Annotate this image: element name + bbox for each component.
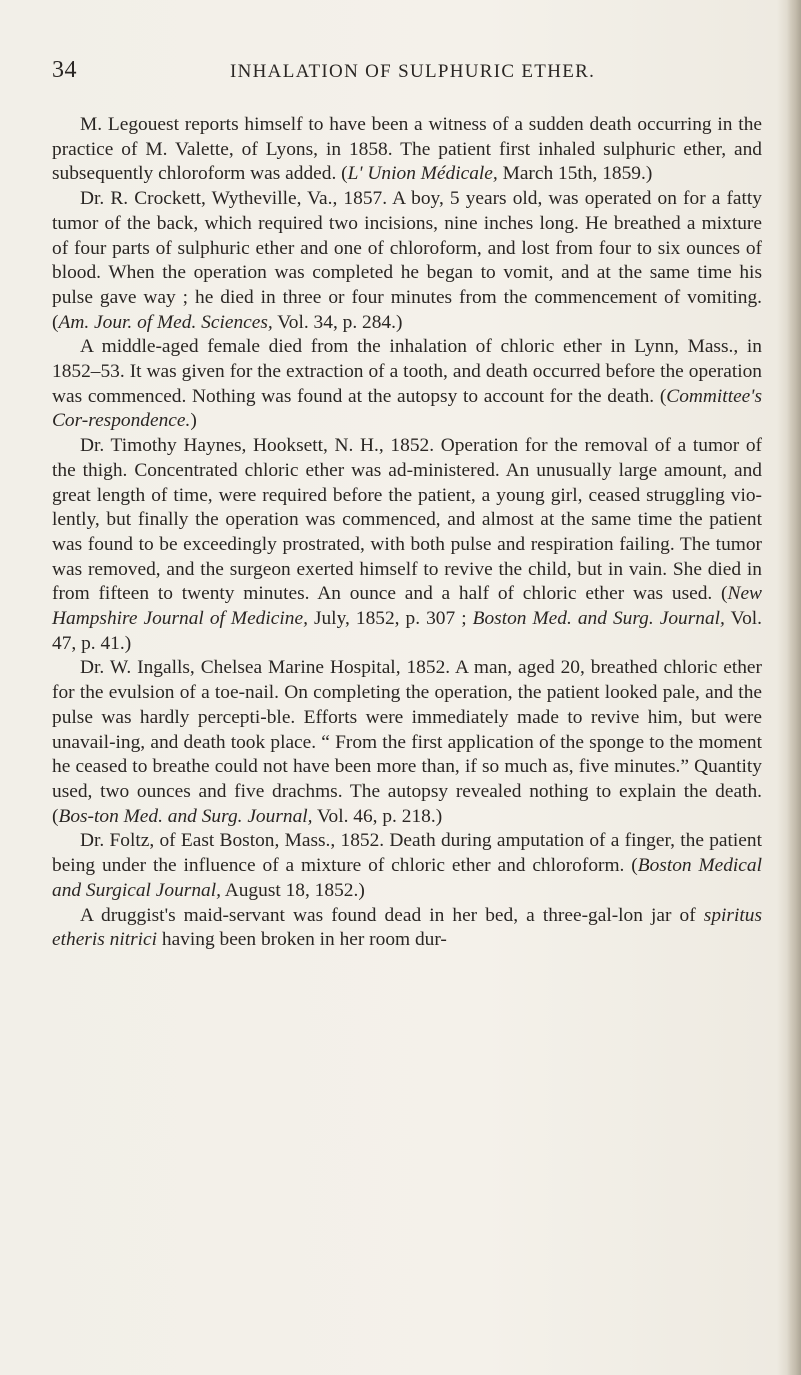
body-text xyxy=(52,113,762,953)
emphasis: spiritus etheris nitrici xyxy=(52,904,762,951)
paragraph-druggist: A druggist's maid-servant was found dead in her bed, a three-gal-lon jar of spiritus etheris nitrici having been broken in her room dur- xyxy=(52,904,762,951)
citation: Bos-ton Med. and Surg. Journal, xyxy=(58,805,313,827)
paragraph-crockett: Dr. R. Crockett, Wytheville, Va., 1857. A boy, 5 years old, was operated on for a fatty tumor of the back, which required two incisions, nine inches long. He breathed a mixture of four parts of sulphuric ether and one of chloroform, and lost from four to six ounces of blood. When the operation was completed he began to vomit, and at the same time his pulse gave way ; he died in three or four minutes from the commencement of vomiting. (Am. Jour. of Med. Sciences, Vol. 34, p. 284.) xyxy=(52,188,762,333)
citation: New Hampshire Journal of Medicine, xyxy=(52,583,762,630)
citation: Am. Jour. of Med. Sciences, xyxy=(58,311,273,333)
citation: L' Union Médicale, xyxy=(347,163,498,185)
citation: Boston Medical and Surgical Journal, xyxy=(52,855,762,901)
paragraph-foltz: Dr. Foltz, of East Boston, Mass., 1852. Death during amputation of a finger, the patient being under the influence of a mixture of chloric ether and chloroform. (Boston Medical and Surgical Journal, August 18, 1852.) xyxy=(52,830,762,901)
page-edge-shadow xyxy=(787,0,801,1375)
page-number: 34 xyxy=(52,57,77,83)
paragraph-lynn: A middle-aged female died from the inhalation of chloric ether in Lynn, Mass., in 1852–53. It was given for the extraction of a tooth, and death occurred before the operation was commenced. Nothing was found at the autopsy to account for the death. (Committee's Cor-respondence.) xyxy=(52,336,762,432)
citation: Committee's Cor-respondence. xyxy=(52,385,762,432)
running-head: INHALATION OF SULPHURIC ETHER. xyxy=(230,61,596,82)
paragraph-haynes: Dr. Timothy Haynes, Hooksett, N. H., 1852. Operation for the removal of a tumor of the thigh. Concentrated chloric ether was ad-ministered. An unusually large amount, and great length of time, were required before the patient, a young girl, ceased struggling vio-lently, but finally the operation was commenced, and almost at the same time the patient was found to be exceedingly prostrated, with both pulse and respiration failing. The tumor was removed, and the surgeon exerted himself to revive the child, but in vain. She died in from fifteen to twenty minutes. An ounce and a half of chloric ether was used. (New Hampshire Journal of Medicine, July, 1852, p. 307 ; Boston Med. and Surg. Journal, Vol. 47, p. 41.) xyxy=(52,435,763,654)
paragraph-legouest: M. Legouest reports himself to have been a witness of a sudden death occurring in the practice of M. Valette, of Lyons, in 1858. The patient first inhaled sulphuric ether, and subsequently chloroform was added. (L' Union Médicale, March 15th, 1859.) xyxy=(52,114,762,185)
citation: Boston Med. and Surg. Journal, xyxy=(472,608,725,630)
page-header xyxy=(52,57,762,91)
paragraph-ingalls: Dr. W. Ingalls, Chelsea Marine Hospital, 1852. A man, aged 20, breathed chloric ether for the evulsion of a toe-nail. On completing the operation, the patient looked pale, and the pulse was hardly percepti-ble. Efforts were immediately made to revive him, but were unavail-ing, and death took place. “ From the first application of the sponge to the moment he ceased to breathe could not have been more than, if so much as, five minutes.” Quantity used, two ounces and five drachms. The autopsy revealed nothing to explain the death. (Bos-ton Med. and Surg. Journal, Vol. 46, p. 218.) xyxy=(52,657,762,827)
